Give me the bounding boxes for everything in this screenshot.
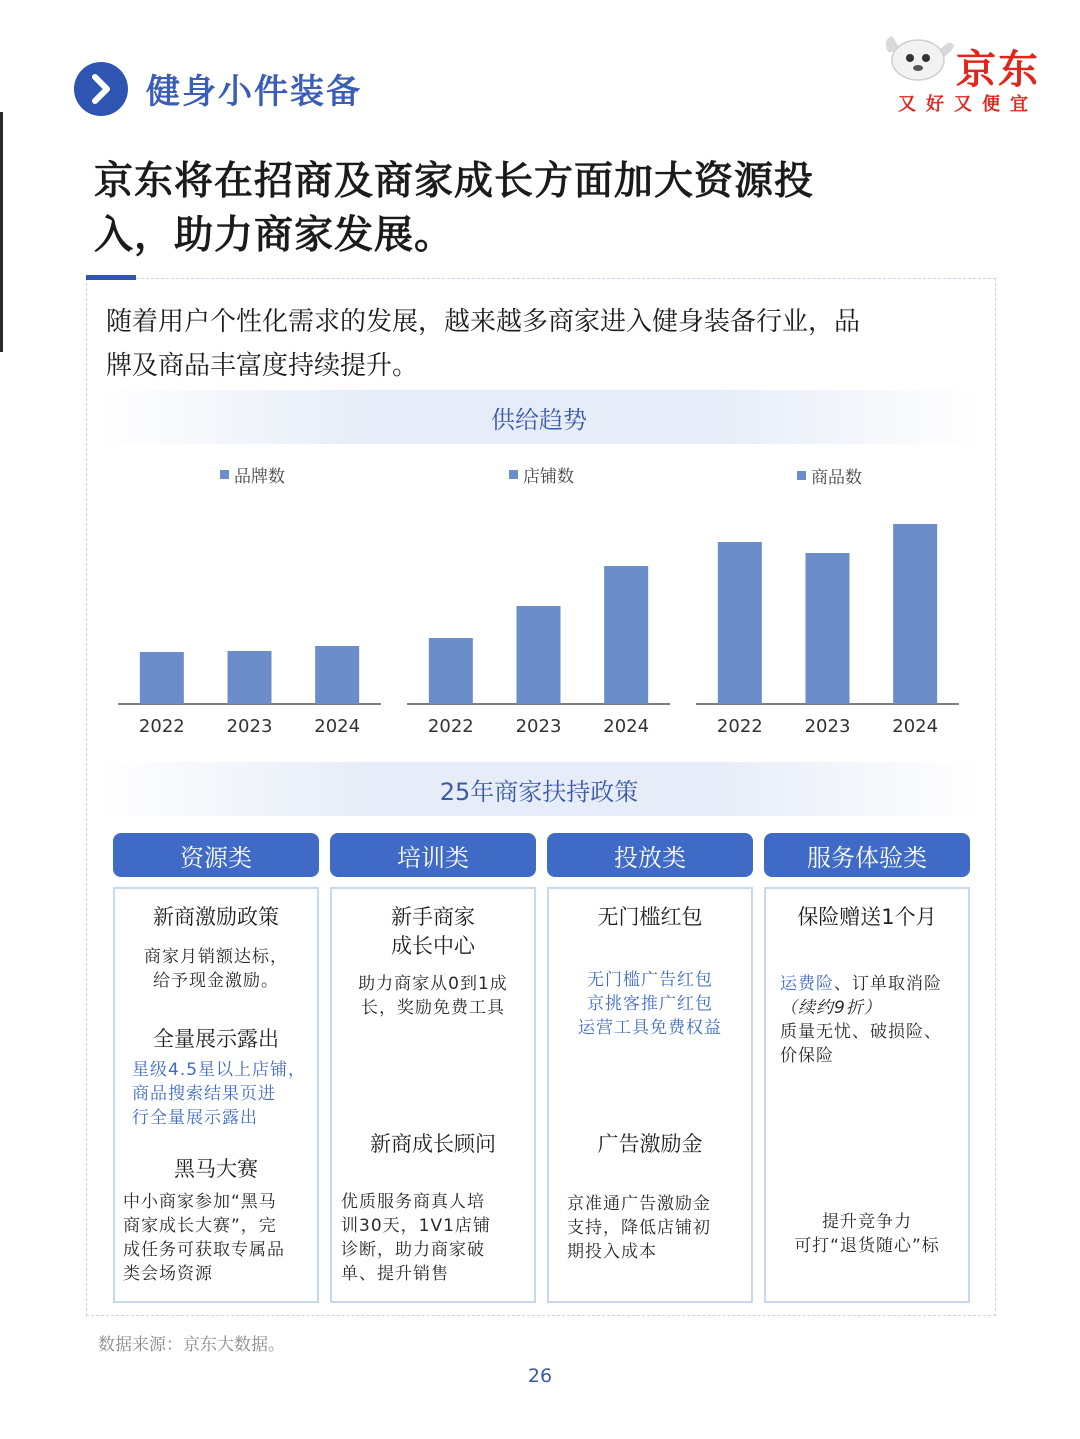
policy-title: 保险赠送1个月	[797, 905, 937, 929]
chevron-right-icon	[74, 62, 128, 116]
title-line: 新手商家	[391, 905, 475, 929]
desc-line: 单、提升销售	[341, 1264, 449, 1284]
policy-desc	[764, 1210, 970, 1258]
policy-title: 无门槛红包	[597, 905, 703, 929]
legend-label: 店铺数	[523, 467, 574, 487]
desc-line: 质量无忧、破损险、	[780, 1022, 942, 1042]
policy-title: 黑马大赛	[174, 1157, 258, 1181]
desc-line: 可打“退货随心”标	[794, 1236, 940, 1256]
desc-line	[780, 972, 968, 996]
x-tick-label: 2022	[716, 716, 763, 737]
x-tick-label: 2023	[226, 716, 273, 737]
bar-品牌数-2023	[228, 651, 272, 704]
supply-trend-charts	[0, 490, 1080, 750]
x-tick-label: 2024	[892, 716, 939, 737]
desc-line: 优质服务商真人培	[341, 1192, 485, 1212]
legend-products	[797, 463, 862, 488]
column-header-resources: 资源类	[113, 833, 319, 877]
desc-line: 训30天，1V1店铺	[341, 1216, 491, 1236]
bar-品牌数-2022	[140, 652, 184, 704]
policy-title	[330, 903, 536, 961]
policy-desc	[123, 1190, 317, 1286]
left-edge-rule	[0, 112, 3, 352]
page-number: 26	[527, 1365, 553, 1387]
policy-title: 新商成长顾问	[370, 1132, 496, 1156]
legend-brands	[220, 462, 285, 487]
policy-desc	[132, 1058, 316, 1130]
title-line: 成长中心	[391, 934, 475, 958]
desc-line: 类会场资源	[123, 1264, 213, 1284]
supply-trend-band: 供给趋势	[96, 390, 982, 444]
desc-line: 助力商家从0到1成	[358, 974, 508, 994]
headline	[94, 155, 994, 263]
desc-line: 商家月销额达标，	[144, 947, 288, 967]
policy-desc	[330, 972, 536, 1020]
bar-店铺数-2023	[517, 606, 561, 704]
desc-line: 商品搜索结果页进	[132, 1084, 276, 1104]
headline-line-2: 入，助力商家发展。	[94, 213, 455, 258]
intro-line-1: 随着用户个性化需求的发展，越来越多商家进入健身装备行业，品	[106, 307, 861, 337]
desc-line: 提升竞争力	[822, 1212, 912, 1232]
desc-line: 给予现金激励。	[153, 971, 279, 991]
jd-mascot-icon	[880, 30, 956, 86]
desc-line: 星级4.5星以上店铺，	[132, 1060, 307, 1080]
legend-label: 品牌数	[234, 467, 285, 487]
policy-title: 全量展示露出	[153, 1027, 279, 1051]
desc-line: 期投入成本	[567, 1242, 657, 1262]
headline-line-1: 京东将在招商及商家成长方面加大资源投	[94, 159, 815, 204]
desc-line: 无门槛广告红包	[587, 970, 713, 990]
bar-商品数-2023	[806, 553, 850, 704]
jd-logo	[880, 30, 1050, 116]
section-title: 健身小件装备	[146, 72, 362, 112]
policy-band: 25年商家扶持政策	[96, 762, 982, 816]
policy-title: 新商激励政策	[153, 905, 279, 929]
desc-line: 行全量展示露出	[132, 1108, 258, 1128]
x-tick-label: 2024	[603, 716, 650, 737]
highlight-text: 运费险	[780, 974, 834, 994]
legend-swatch	[220, 470, 229, 479]
policy-desc	[547, 968, 753, 1040]
x-tick-label: 2023	[804, 716, 851, 737]
bar-商品数-2022	[718, 542, 762, 704]
bar-店铺数-2022	[429, 638, 473, 704]
x-tick-label: 2024	[314, 716, 361, 737]
logo-brand-text: 京东	[956, 47, 1040, 93]
x-tick-label: 2022	[427, 716, 474, 737]
data-source-note: 数据来源：京东大数据。	[98, 1335, 285, 1355]
desc-line: 价保险	[780, 1046, 834, 1066]
policy-desc	[341, 1190, 535, 1286]
desc-note: （续约9折）	[780, 998, 882, 1018]
intro-line-2: 牌及商品丰富度持续提升。	[106, 351, 419, 381]
x-tick-label: 2022	[138, 716, 185, 737]
column-header-advertising: 投放类	[547, 833, 753, 877]
policy-desc	[113, 945, 319, 993]
bar-店铺数-2024	[604, 566, 648, 704]
legend-stores	[509, 462, 574, 487]
desc-line: 运营工具免费权益	[578, 1018, 722, 1038]
policy-desc	[567, 1192, 751, 1264]
x-tick-label: 2023	[515, 716, 562, 737]
column-header-training: 培训类	[330, 833, 536, 877]
bar-商品数-2024	[893, 524, 937, 704]
panel-accent-bar	[86, 275, 136, 280]
plain-text: 、订单取消险	[834, 974, 942, 994]
desc-line: 诊断，助力商家破	[341, 1240, 485, 1260]
desc-line: 支持，降低店铺初	[567, 1218, 711, 1238]
logo-slogan: 又好又便宜	[898, 94, 1038, 115]
column-header-service: 服务体验类	[764, 833, 970, 877]
bar-品牌数-2024	[315, 646, 359, 704]
legend-swatch	[797, 471, 806, 480]
desc-line: 成任务可获取专属品	[123, 1240, 285, 1260]
policy-desc	[780, 972, 968, 1068]
policy-title: 广告激励金	[597, 1132, 703, 1156]
legend-swatch	[509, 470, 518, 479]
desc-line: 京挑客推广红包	[587, 994, 713, 1014]
desc-line: 长，奖励免费工具	[361, 998, 505, 1018]
desc-line: 京准通广告激励金	[567, 1194, 711, 1214]
legend-label: 商品数	[811, 468, 862, 488]
desc-line: 商家成长大赛”，完	[123, 1216, 277, 1236]
intro-paragraph	[106, 300, 986, 388]
desc-line: 中小商家参加“黑马	[123, 1192, 277, 1212]
